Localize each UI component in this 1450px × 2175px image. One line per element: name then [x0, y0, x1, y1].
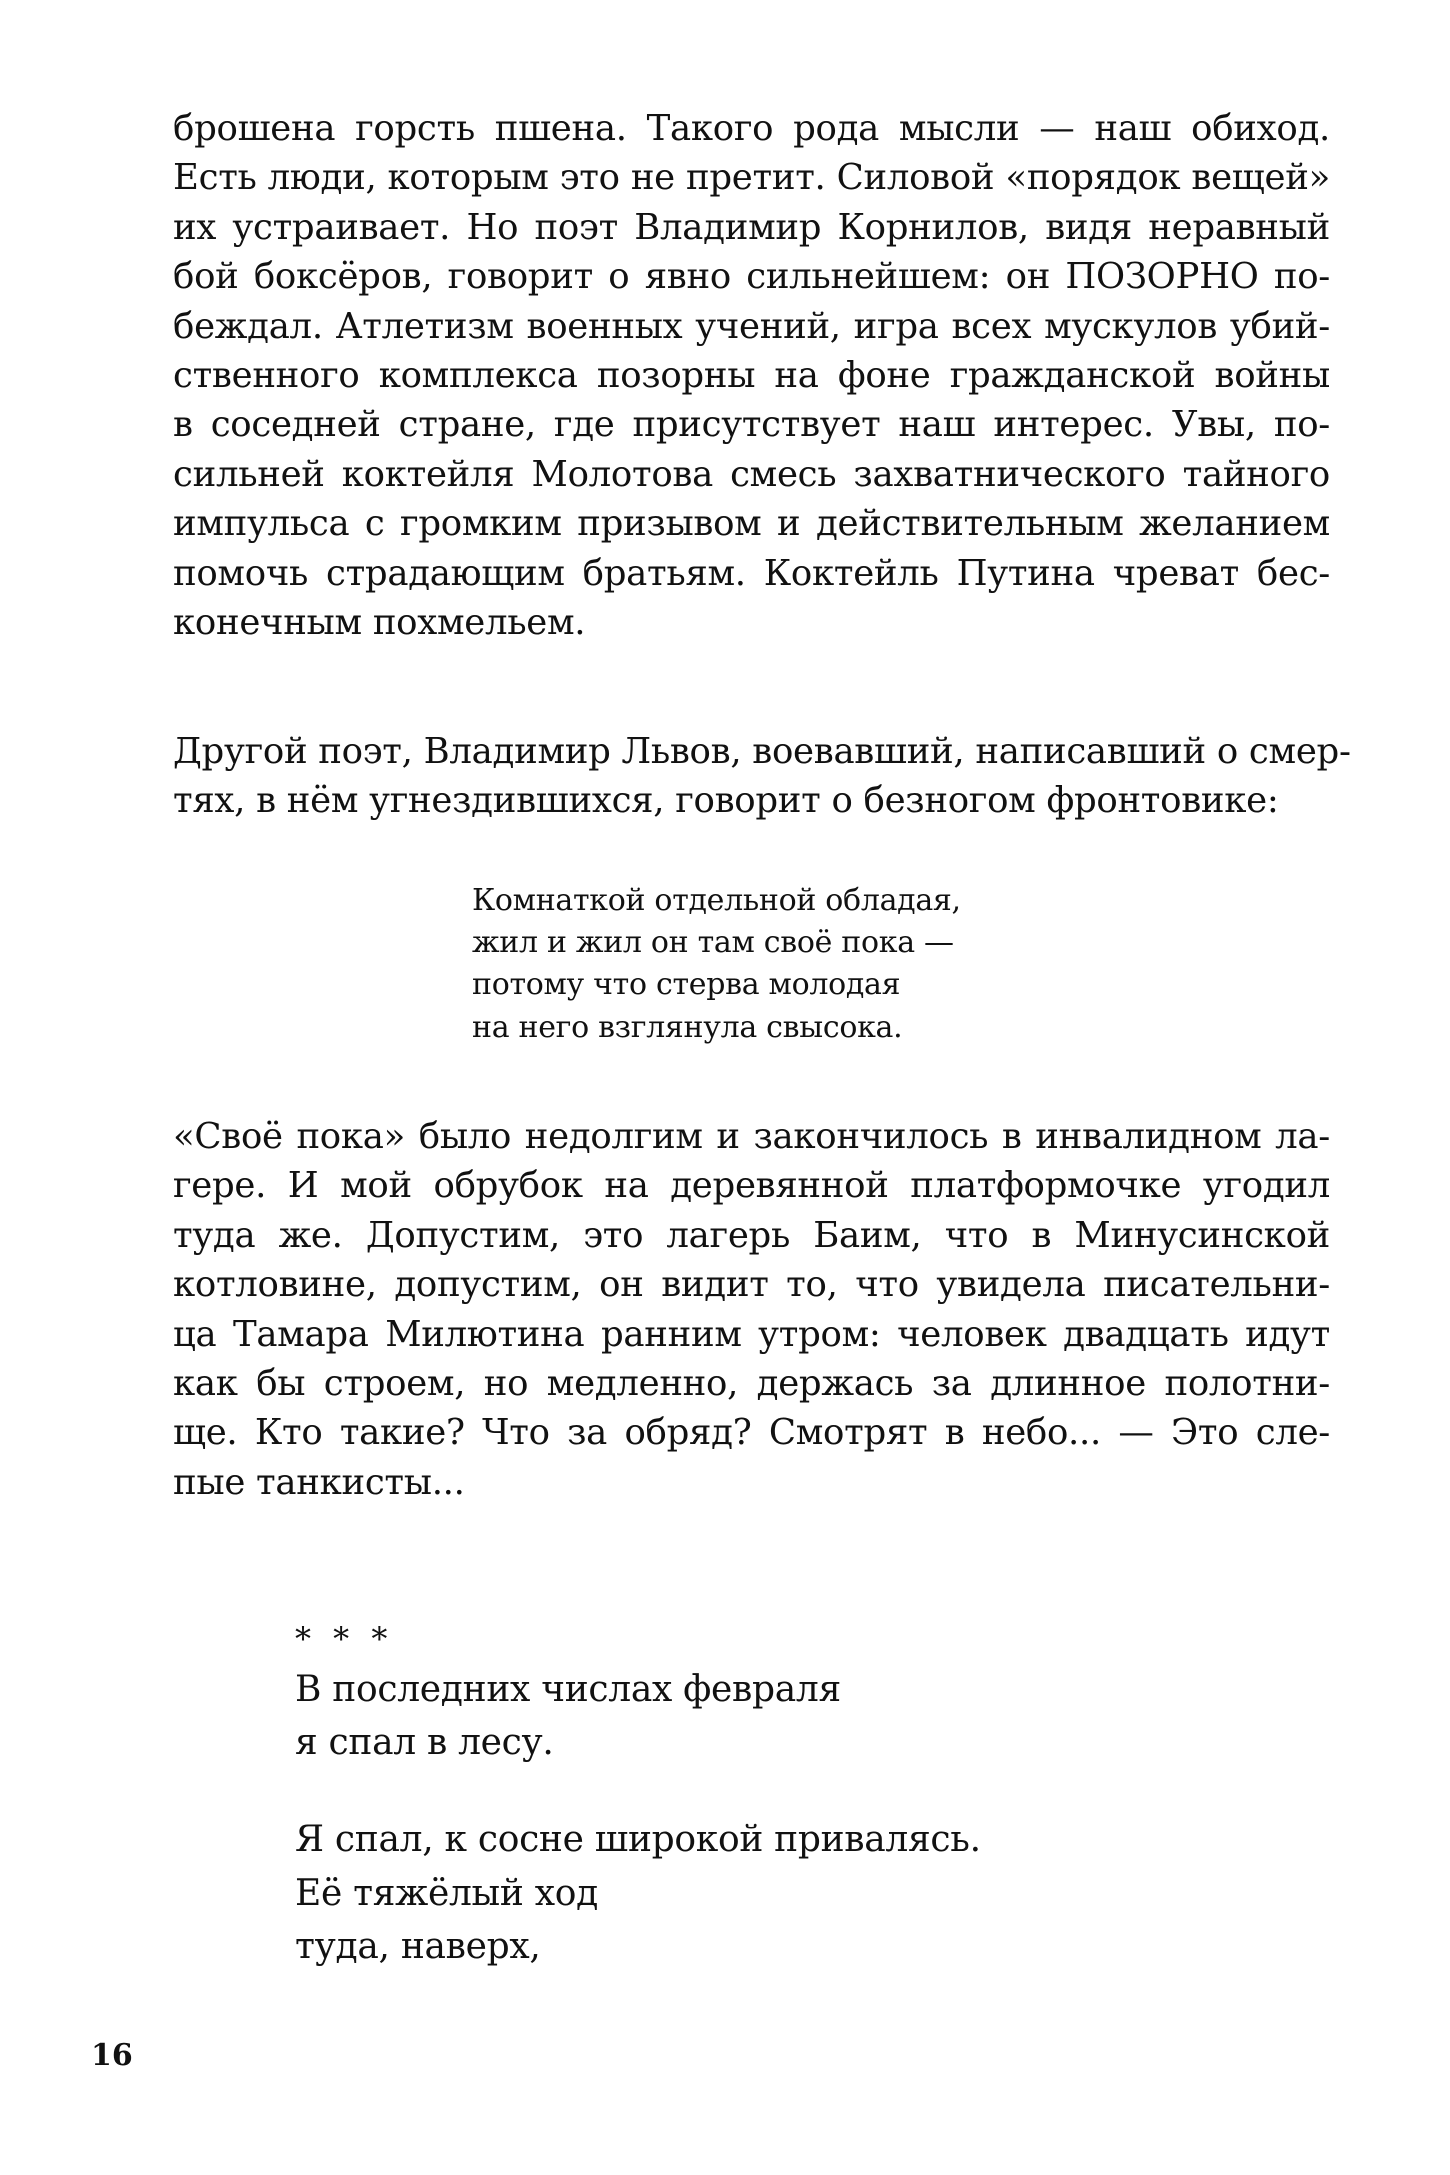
poem-separator: * * *	[295, 1620, 394, 1658]
poem-line: Её тяжёлый ход	[295, 1872, 598, 1914]
verse-quote	[472, 880, 961, 1049]
poem	[295, 1615, 981, 1973]
text-line: Другой поэт, Владимир Львов, воевавший, написавший о смер-	[173, 731, 1351, 772]
text-line: сильней коктейля Молотова смесь захватнического тайного	[173, 453, 1330, 495]
text-line: помочь страдающим братьям. Коктейль Путина чреват бес-	[173, 552, 1330, 594]
text-line: бой боксёров, говорит о явно сильнейшем: он ПОЗОРНО по-	[173, 256, 1330, 298]
verse-line: жил и жил он там своё пока —	[472, 925, 954, 961]
verse-line: Комнаткой отдельной обладая,	[472, 883, 961, 918]
text-line: котловине, допустим, он видит то, что увидела писательни-	[173, 1264, 1330, 1306]
text-line: пые танкисты...	[173, 1461, 465, 1503]
verse-line: потому что стерва молодая	[472, 967, 901, 1003]
page-number: 16	[91, 2038, 133, 2073]
text-line: «Своё пока» было недолгим и закончилось в инвалидном ла-	[173, 1116, 1330, 1157]
paragraph-1	[173, 104, 1330, 647]
text-line: ца Тамара Милютина ранним утром: человек двадцать идут	[173, 1313, 1330, 1355]
poem-line: В последних числах февраля	[295, 1669, 841, 1710]
text-line: ственного комплекса позорны на фоне гражданской войны	[173, 354, 1330, 396]
text-line: Есть люди, которым это не претит. Силовой «порядок вещей»	[173, 157, 1330, 199]
text-line: туда же. Допустим, это лагерь Баим, что в Минусинской	[173, 1214, 1330, 1256]
text-line: гере. И мой обрубок на деревянной платформочке угодил	[173, 1165, 1330, 1207]
text-line: тях, в нём угнездившихся, говорит о безногом фронтовике:	[173, 780, 1279, 822]
text-line: конечным похмельем.	[173, 601, 586, 643]
stanza-break	[295, 1769, 981, 1813]
paragraph-3	[173, 1112, 1330, 1507]
verse-line: на него взглянула свысока.	[472, 1009, 903, 1045]
text-line: импульса с громким призывом и действительным желанием	[173, 503, 1330, 545]
text-line: брошена горсть пшена. Такого рода мысли — наш обиход.	[173, 108, 1330, 149]
poem-line: туда, наверх,	[295, 1925, 541, 1967]
text-line: ще. Кто такие? Что за обряд? Смотрят в небо... — Это сле-	[173, 1412, 1330, 1454]
text-line: беждал. Атлетизм военных учений, игра всех мускулов убий-	[173, 305, 1330, 347]
text-line: в соседней стране, где присутствует наш интерес. Увы, по-	[173, 404, 1330, 446]
paragraph-2	[173, 727, 1351, 826]
text-line: их устраивает. Но поэт Владимир Корнилов, видя неравный	[173, 206, 1330, 248]
poem-line: Я спал, к сосне широкой привалясь.	[295, 1819, 981, 1861]
text-line: как бы строем, но медленно, держась за длинное полотни-	[173, 1362, 1330, 1404]
poem-line: я спал в лесу.	[295, 1722, 554, 1764]
